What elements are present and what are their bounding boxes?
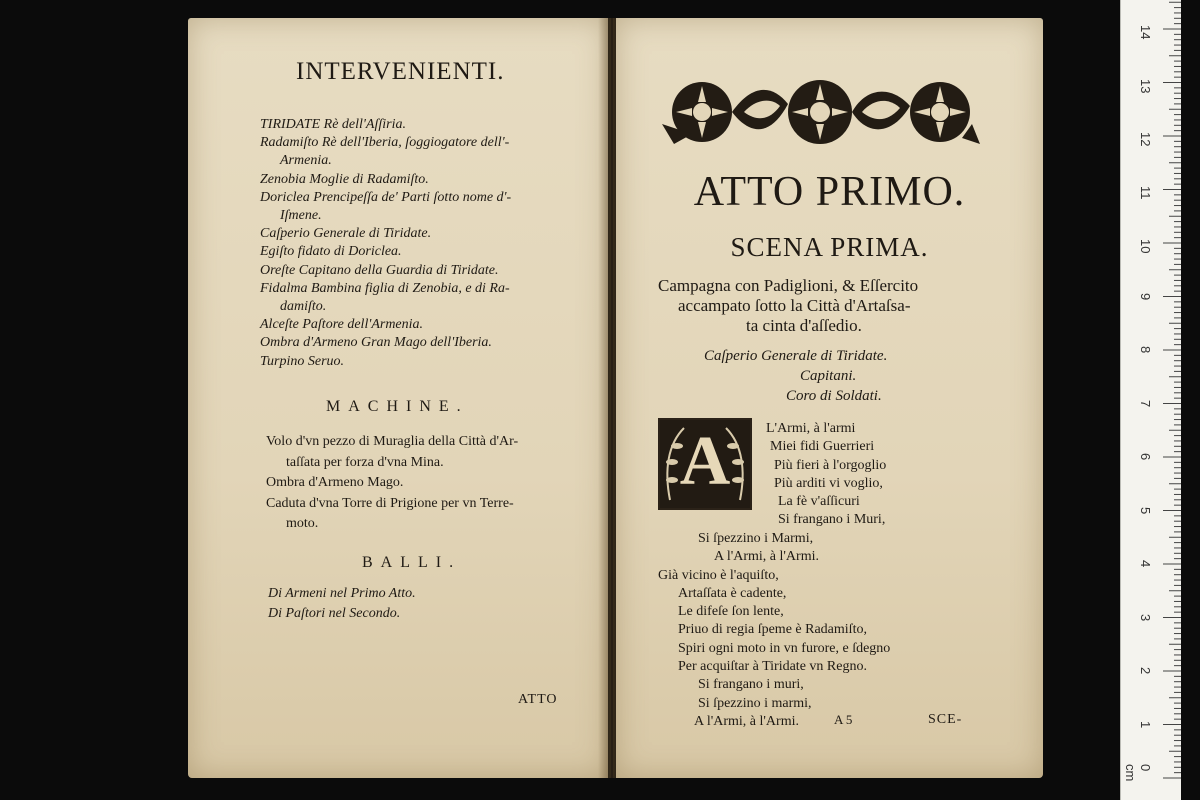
balli-heading: BALLI.: [362, 554, 462, 571]
roster-line: Caſperio Generale di Tiridate.: [260, 226, 432, 242]
roster-line: damiſto.: [280, 299, 327, 315]
verse-line: Si frangano i muri,: [698, 677, 804, 693]
open-book: [188, 18, 1043, 780]
roster-line: Zenobia Moglie di Radamiſto.: [260, 171, 429, 187]
roster-line: Egiſto fidato di Doriclea.: [260, 244, 402, 260]
ruler-unit-label: 0 cm: [1123, 764, 1153, 782]
ruler-number: 9: [1138, 292, 1153, 300]
roster-line: TIRIDATE Rè dell'Aſſiria.: [260, 117, 406, 132]
verse-line: Per acquiſtar à Tiridate vn Regno.: [678, 659, 867, 675]
drop-cap: [658, 418, 752, 510]
drop-cap-letter: A: [679, 423, 731, 500]
ruler-number: 3: [1138, 613, 1153, 621]
verse-line: Le difeſe ſon lente,: [678, 604, 784, 620]
ruler-number: 1: [1138, 720, 1153, 728]
machines-list: [266, 432, 518, 535]
signature-mark: A 5: [834, 712, 853, 727]
act-title: ATTO PRIMO.: [693, 169, 966, 215]
roster-line: Radamiſto Rè dell'Iberia, ſoggiogatore dell'-: [260, 135, 510, 151]
left-catchword: ATTO: [518, 692, 558, 707]
verse-line: Spiri ogni moto in vn furore, e ſdegno: [678, 640, 891, 656]
setting-line: ta cinta d'aſſedio.: [746, 316, 862, 335]
verse-body: [658, 530, 890, 731]
verse-line: Priuo di regia ſpeme è Radamiſto,: [678, 622, 867, 638]
ruler-number: 4: [1138, 560, 1153, 568]
machines-line: Volo d'vn pezzo di Muraglia della Città d'Ar-: [266, 434, 519, 449]
ruler-number: 14: [1138, 25, 1153, 40]
ruler-number: 6: [1138, 453, 1153, 461]
measurement-ruler: [1120, 0, 1181, 800]
ruler-number: 8: [1138, 346, 1153, 354]
character-line: Coro di Soldati.: [786, 388, 882, 404]
roster-line: Iſmene.: [280, 208, 322, 224]
machines-heading: MACHINE.: [326, 398, 469, 415]
verse-line: Miei fidi Guerrieri: [770, 439, 875, 455]
roster-line: Oreſte Capitano della Guardia di Tiridate.: [260, 262, 499, 278]
verse-line: Si ſpezzino i marmi,: [698, 695, 812, 711]
machines-line: Caduta d'vna Torre di Prigione per vn Terre-: [266, 495, 514, 511]
ruler-number: 11: [1138, 185, 1153, 199]
verse-line: Si frangano i Muri,: [778, 512, 886, 528]
roster-line: Doriclea Prencipeſſa de' Parti ſotto nome d'-: [260, 189, 512, 205]
setting-line: Campagna con Padiglioni, & Eſſercito: [658, 276, 919, 295]
verse-line: Più arditi vi voglio,: [774, 475, 883, 491]
right-catchword: SCE-: [928, 712, 963, 727]
verse-line: A l'Armi, à l'Armi.: [694, 713, 799, 729]
character-roster: [260, 116, 511, 371]
verse-beside-cap: [766, 420, 886, 530]
setting-line: accampato ſotto la Città d'Artaſsa-: [678, 296, 911, 315]
left-page-title: INTERVENIENTI.: [296, 58, 505, 85]
verse-line: L'Armi, à l'armi: [766, 421, 856, 436]
roster-line: Ombra d'Armeno Gran Mago dell'Iberia.: [260, 335, 492, 351]
ruler-number: 7: [1138, 399, 1153, 407]
ruler-number: 2: [1138, 667, 1153, 675]
verse-line: Più fieri à l'orgoglio: [774, 457, 887, 473]
machines-line: Ombra d'Armeno Mago.: [266, 475, 404, 490]
left-page: [188, 18, 608, 778]
ruler-number: 5: [1138, 506, 1153, 514]
character-line: Capitani.: [800, 368, 857, 384]
verse-line: Artaſſata è cadente,: [678, 585, 787, 601]
ruler-number: 10: [1138, 239, 1153, 254]
scene-title: SCENA PRIMA.: [730, 232, 929, 262]
roster-line: Fidalma Bambina figlia di Zenobia, e di Ra-: [260, 280, 510, 296]
roster-line: Turpino Seruo.: [260, 353, 345, 369]
roster-line: Alceſte Paſtore dell'Armenia.: [260, 317, 424, 333]
balli-line: Di Paſtori nel Secondo.: [268, 606, 401, 621]
character-line: Caſperio Generale di Tiridate.: [704, 348, 888, 364]
floral-ornament-icon: [662, 74, 982, 150]
right-page: [616, 18, 1043, 778]
balli-line: Di Armeni nel Primo Atto.: [268, 586, 416, 601]
verse-line: A l'Armi, à l'Armi.: [714, 549, 819, 565]
verse-line: Si ſpezzino i Marmi,: [698, 531, 814, 546]
verse-line: Già vicino è l'aquiſto,: [658, 567, 779, 583]
ruler-number: 12: [1138, 132, 1153, 147]
machines-line: moto.: [286, 516, 319, 531]
machines-line: taſſata per forza d'vna Mina.: [286, 454, 444, 470]
roster-line: Armenia.: [280, 153, 332, 169]
verse-line: La fè v'aſſicuri: [778, 494, 860, 510]
balli-list: [268, 584, 416, 624]
ruler-number: 13: [1138, 78, 1153, 93]
